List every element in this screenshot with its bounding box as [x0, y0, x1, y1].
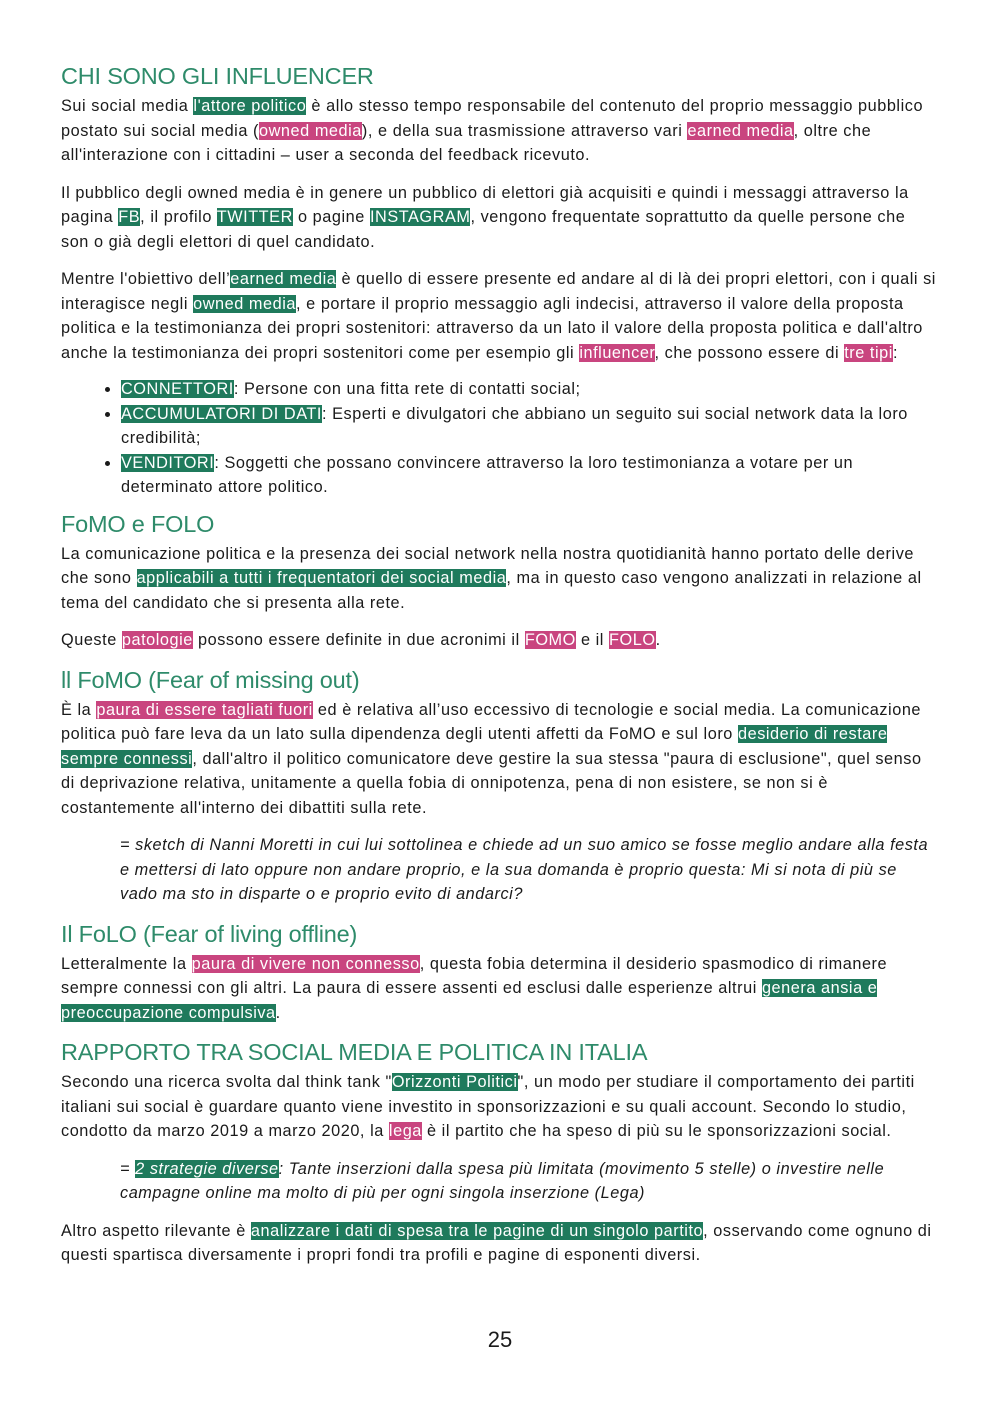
text-run: , osservando come ognuno di questi spartisca diversamente i propri fondi tra profili e pagine di esponenti diversi. [61, 1221, 932, 1264]
text-run: . [655, 631, 661, 649]
text-run: Altro aspetto rilevante è [61, 1221, 251, 1240]
text-run: , che possono essere di [654, 343, 845, 362]
text-run: è il partito che ha speso di più su le sponsorizzazioni social. [421, 1122, 892, 1140]
highlight-green: 2 strategie diverse [135, 1159, 279, 1178]
heading-folo: Il FoLO (Fear of living offline) [61, 920, 358, 947]
text-run: . [275, 1003, 281, 1022]
paragraph [61, 1219, 937, 1268]
highlight-pink: tre tipi [844, 343, 893, 362]
text-run: Letteralmente la [61, 954, 192, 973]
highlight-pink: patologie [121, 631, 193, 649]
paragraph [61, 267, 937, 365]
highlight-green: applicabili a tutti i frequentatori dei social media [136, 569, 507, 587]
highlight-green: INSTAGRAM [369, 208, 471, 226]
paragraph [61, 952, 937, 1026]
text-run: : Persone con una fitta rete di contatti social; [233, 380, 581, 398]
text-run: , e portare il proprio messaggio agli indecisi, attraverso il valore della proposta politica e la testimonianza dei propri sostenitori: attraverso da un lato il valore della proposta politica e dall'altro anche la testimonianza dei propri sostenitori come per esempio gli [61, 294, 923, 362]
paragraph [61, 628, 937, 653]
highlight-pink: paura di essere tagliati fuori [96, 700, 313, 719]
text-run: È la [61, 700, 97, 719]
heading-fomo: ll FoMO (Fear of missing out) [61, 666, 360, 693]
text-run: ", un modo per studiare il comportamento dei partiti italiani sui social è guardare quanto viene investito in sponsorizzazioni e su quali account. Secondo lo studio, condotto da marzo 2019 a marzo 2020, la [61, 1073, 915, 1140]
page-number: 25 [487, 1327, 513, 1352]
influencer-types-list [61, 377, 937, 500]
text-run: o pagine [292, 208, 370, 226]
heading-fomo-e-folo: FoMO e FOLO [61, 510, 215, 537]
text-run: , il profilo [140, 208, 217, 226]
highlight-green: VENDITORI [121, 453, 215, 472]
paragraph [61, 94, 937, 168]
highlight-green: owned media [193, 294, 296, 313]
text-run: : Esperti e divulgatori che abbiano un seguito sui social network data la loro credibilità; [121, 404, 908, 447]
paragraph [61, 181, 937, 255]
highlight-pink: earned media [687, 121, 794, 140]
highlight-pink: FOLO [609, 631, 656, 649]
heading-rapporto-social-media-politica: RAPPORTO TRA SOCIAL MEDIA E POLITICA IN ITALIA [61, 1039, 648, 1065]
text-run: = sketch di Nanni Moretti in cui lui sottolinea e chiede ad un suo amico se fosse meglio andare alla festa e mettersi di lato oppure non andare proprio, e la sua domanda è proprio questa: Mi si nota di più se vado ma sto in disparte o e proprio evito di andarci? [120, 836, 929, 903]
paragraph [61, 1070, 937, 1144]
text-run: : Tante inserzioni dalla spesa più limitata (movimento 5 stelle) o investire nelle campagne online ma molto di più per ogni singola inserzione (Lega) [120, 1159, 885, 1202]
text-run: , questa fobia determina il desiderio spasmodico di rimanere sempre connessi con gli altri. La paura di essere assenti ed esclusi dalle esperienze altrui [61, 954, 888, 997]
highlight-pink: FOMO [524, 631, 576, 649]
italic-quote [61, 1157, 937, 1206]
highlight-green: analizzare i dati di spesa tra le pagine di un singolo partito [250, 1221, 704, 1240]
italic-quote [61, 833, 937, 907]
text-run: è quello di essere presente ed andare al di là dei propri elettori, con i quali si interagisce negli [61, 270, 936, 313]
text-run: ), e della sua trasmissione attraverso vari [361, 121, 688, 140]
highlight-green: Orizzonti Politici [391, 1073, 518, 1091]
text-run: Queste [61, 631, 122, 649]
list-item [121, 451, 937, 500]
page-content [61, 62, 937, 1281]
highlight-pink: owned media [259, 121, 362, 140]
text-run: = [120, 1159, 136, 1178]
highlight-pink: lega [388, 1122, 422, 1140]
text-run: possono essere definite in due acronimi il [192, 631, 525, 649]
text-run: è allo stesso tempo responsabile del contenuto del proprio messaggio pubblico postato sui social media ( [61, 97, 924, 140]
text-run: : Soggetti che possano convincere attraverso la loro testimonianza a votare per un determinato attore politico. [121, 453, 854, 496]
list-item [121, 377, 937, 402]
list-item [121, 402, 937, 451]
text-run: La comunicazione politica e la presenza dei social network nella nostra quotidianità hanno portato delle derive che sono [61, 544, 914, 587]
heading-chi-sono-gli-influencer: CHI SONO GLI INFLUENCER [61, 63, 374, 89]
text-run: , vengono frequentate soprattutto da quelle persone che son o già degli elettori di quel candidato. [61, 208, 906, 251]
highlight-pink: influencer [579, 343, 655, 362]
highlight-green: desiderio di restare sempre connessi [61, 725, 888, 768]
highlight-green: TWITTER [216, 208, 293, 226]
highlight-green: l'attore politico [193, 97, 307, 115]
highlight-green: earned media [230, 270, 337, 288]
text-run: Mentre l'obiettivo dell’ [61, 270, 231, 288]
paragraph [61, 698, 937, 821]
text-run: Il pubblico degli owned media è in genere un pubblico di elettori già acquisiti e quindi i messaggi attraverso la pagina [61, 183, 909, 226]
text-run: e il [575, 631, 610, 649]
text-run: : [892, 343, 899, 362]
paragraph [61, 542, 937, 616]
highlight-pink: paura di vivere non connesso [191, 954, 420, 973]
highlight-green: ACCUMULATORI DI DATI [121, 404, 322, 423]
highlight-green: FB [118, 208, 141, 226]
text-run: , ma in questo caso vengono analizzati in relazione al tema del candidato che si presenta alla rete. [61, 569, 922, 612]
highlight-green: CONNETTORI [121, 380, 234, 398]
text-run: Sui social media [61, 97, 194, 115]
text-run: , dall'altro il politico comunicatore deve gestire la sua stessa "paura di esclusione", quel senso di deprivazione relativa, unitamente a quella fobia di onnipotenza, pena di non esistere, se non si è costantemente all'interno dei dibattiti sulla rete. [61, 749, 922, 817]
text-run: Secondo una ricerca svolta dal think tank " [61, 1073, 392, 1091]
text-run: , oltre che all'interazione con i cittadini – user a seconda del feedback ricevuto. [61, 121, 872, 164]
text-run: ed è relativa all’uso eccessivo di tecnologie e social media. La comunicazione politica può fare leva da un lato sulla dipendenza degli utenti affetti da FoMO e sul loro [61, 700, 922, 743]
highlight-green: genera ansia e preoccupazione compulsiva [61, 979, 878, 1022]
